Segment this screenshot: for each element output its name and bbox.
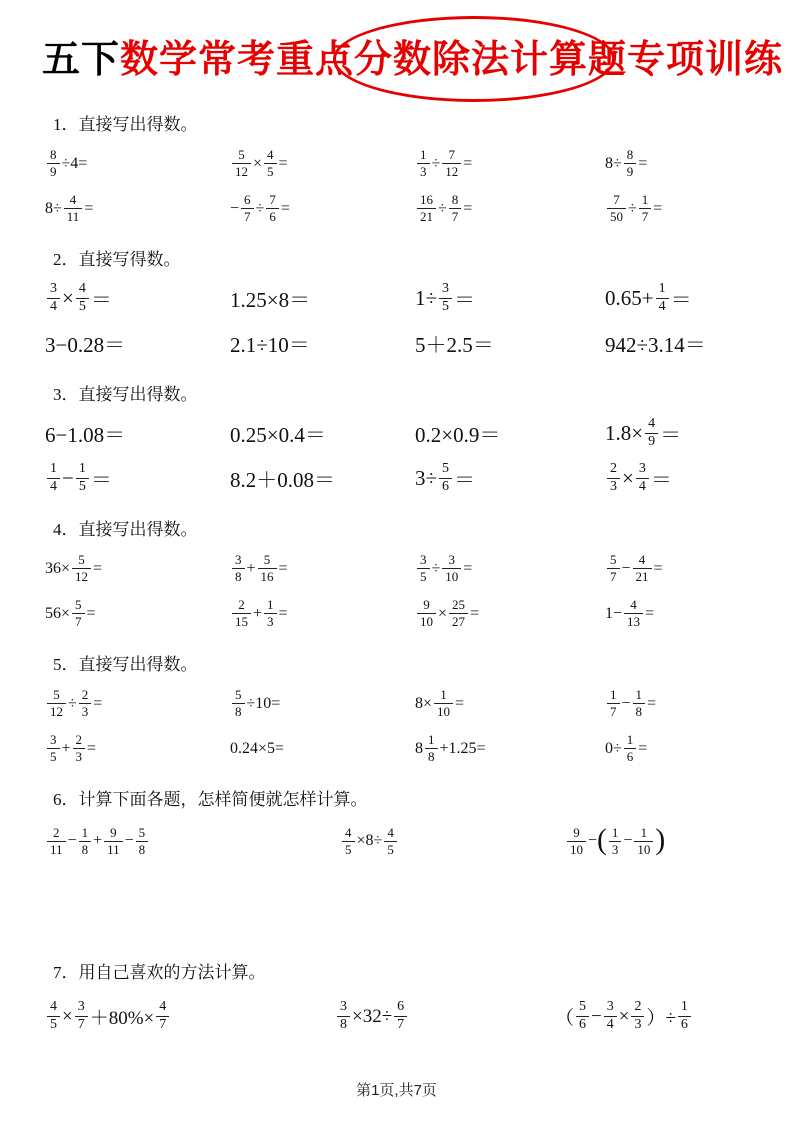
math-expression: 0.65+ $\frac{1}{4}$ ＝ (605, 281, 692, 314)
section-5-heading: 5．直接写出得数。 (53, 655, 198, 674)
section-7 (45, 958, 755, 1044)
math-expression: $\frac{8}{9}$ ÷4= (45, 141, 230, 186)
math-expression: $\frac{4}{5}$ × $\frac{3}{7}$ ＋80%× $\frac{4}{7}$ (45, 989, 335, 1044)
section-3 (45, 380, 755, 501)
math-expression: 3−0.28＝ (45, 332, 126, 357)
math-expression: 1.8× $\frac{4}{9}$ ＝ (605, 416, 682, 449)
page-title (42, 34, 793, 86)
section-1-heading: 1．直接写出得数。 (53, 115, 198, 134)
math-expression: $\frac{9}{10}$ × $\frac{25}{27}$ = (415, 591, 605, 636)
section-2-heading: 2．直接写得数。 (53, 250, 181, 269)
math-expression: 1÷ $\frac{3}{5}$ ＝ (415, 281, 476, 314)
section-2-problems (45, 276, 755, 366)
math-expression: $\frac{5}{12}$ × $\frac{4}{5}$ = (230, 141, 415, 186)
title-prefix: 五下 (42, 39, 121, 81)
math-expression: $\frac{5}{7}$ − $\frac{4}{21}$ = (605, 546, 755, 591)
math-expression: 36× $\frac{5}{12}$ = (45, 552, 103, 584)
math-expression: 3÷ $\frac{5}{6}$ ＝ (415, 461, 476, 494)
page-footer (0, 1079, 793, 1100)
math-expression: $\frac{5}{8}$ ÷10= (230, 681, 415, 726)
math-expression: 1.25×8＝ (230, 287, 311, 312)
section-5-problems (45, 681, 755, 771)
math-expression: $\frac{2}{15}$ + $\frac{1}{3}$ = (230, 591, 415, 636)
math-expression: 8.2＋0.08＝ (230, 467, 335, 492)
math-expression: $\frac{1}{4}$ − $\frac{1}{5}$ ＝ (45, 456, 230, 501)
math-expression: $\frac{7}{50}$ ÷ $\frac{1}{7}$ = (605, 186, 755, 231)
section-6 (45, 785, 755, 866)
math-expression: $\frac{1}{3}$ ÷ $\frac{7}{12}$ = (415, 141, 605, 186)
section-5 (45, 650, 755, 771)
section-6-problems (45, 816, 755, 866)
math-expression: $\frac{2}{3}$ × $\frac{3}{4}$ ＝ (605, 456, 755, 501)
math-expression: $\frac{3}{5}$ + $\frac{2}{3}$ = (45, 726, 230, 771)
section-3-problems (45, 411, 755, 501)
section-4 (45, 515, 755, 636)
section-7-problems (45, 989, 755, 1044)
section-6-heading: 6．计算下面各题，怎样简便就怎样计算。 (53, 790, 368, 809)
math-expression: $\frac{2}{11}$ − $\frac{1}{8}$ + $\frac{9}{11}$ − $\frac{5}{8}$ (45, 816, 340, 866)
section-4-problems (45, 546, 755, 636)
math-expression: 5＋2.5＝ (415, 332, 494, 357)
section-4-heading: 4．直接写出得数。 (53, 520, 198, 539)
section-1 (45, 110, 755, 231)
math-expression: 0.24×5= (230, 739, 285, 757)
math-expression: 6−1.08＝ (45, 422, 126, 447)
math-expression: 8× $\frac{1}{10}$ = (415, 687, 465, 719)
worksheet-header (0, 0, 793, 96)
math-expression: 0.25×0.4＝ (230, 422, 326, 447)
math-expression: $\frac{9}{10}$ − ( $\frac{1}{3}$ − $\frac{1}{10}$ ) (565, 816, 755, 866)
math-expression: 56× $\frac{5}{7}$ = (45, 597, 96, 629)
math-expression: − $\frac{6}{7}$ ÷ $\frac{7}{6}$ = (230, 192, 290, 224)
title-main: 数学常考重点分数除法计算题专项训练 (120, 39, 784, 81)
page-number: 第1页,共7页 (356, 1082, 437, 1099)
section-7-heading: 7．用自己喜欢的方法计算。 (53, 963, 266, 982)
math-expression: $\frac{4}{5}$ ×8÷ $\frac{4}{5}$ (340, 816, 565, 866)
math-expression: $\frac{1}{7}$ − $\frac{1}{8}$ = (605, 681, 755, 726)
worksheet-content (0, 110, 793, 1044)
section-1-problems (45, 141, 755, 231)
section-3-heading: 3．直接写出得数。 (53, 385, 198, 404)
math-expression: 8÷ $\frac{8}{9}$ = (605, 147, 648, 179)
math-expression: 0.2×0.9＝ (415, 422, 501, 447)
math-expression: $\frac{5}{12}$ ÷ $\frac{2}{3}$ = (45, 681, 230, 726)
math-expression: 942÷3.14＝ (605, 332, 706, 357)
math-expression: $\frac{3}{8}$ ×32÷ $\frac{6}{7}$ (335, 989, 555, 1044)
math-expression: 1− $\frac{4}{13}$ = (605, 597, 655, 629)
math-expression: 8 $\frac{1}{8}$ +1.25= (415, 732, 486, 764)
math-expression: $\frac{16}{21}$ ÷ $\frac{8}{7}$ = (415, 186, 605, 231)
math-expression: $\frac{3}{8}$ + $\frac{5}{16}$ = (230, 546, 415, 591)
math-expression: 0÷ $\frac{1}{6}$ = (605, 732, 648, 764)
math-expression: 8÷ $\frac{4}{11}$ = (45, 192, 94, 224)
section-2 (45, 245, 755, 366)
math-expression: $\frac{3}{4}$ × $\frac{4}{5}$ ＝ (45, 276, 230, 321)
math-expression: 2.1÷10＝ (230, 332, 310, 357)
math-expression: $\frac{3}{5}$ ÷ $\frac{3}{10}$ = (415, 546, 605, 591)
math-expression: （ $\frac{5}{6}$ − $\frac{3}{4}$ × $\frac{2}{3}$ ）÷ $\frac{1}{6}$ (555, 989, 755, 1044)
